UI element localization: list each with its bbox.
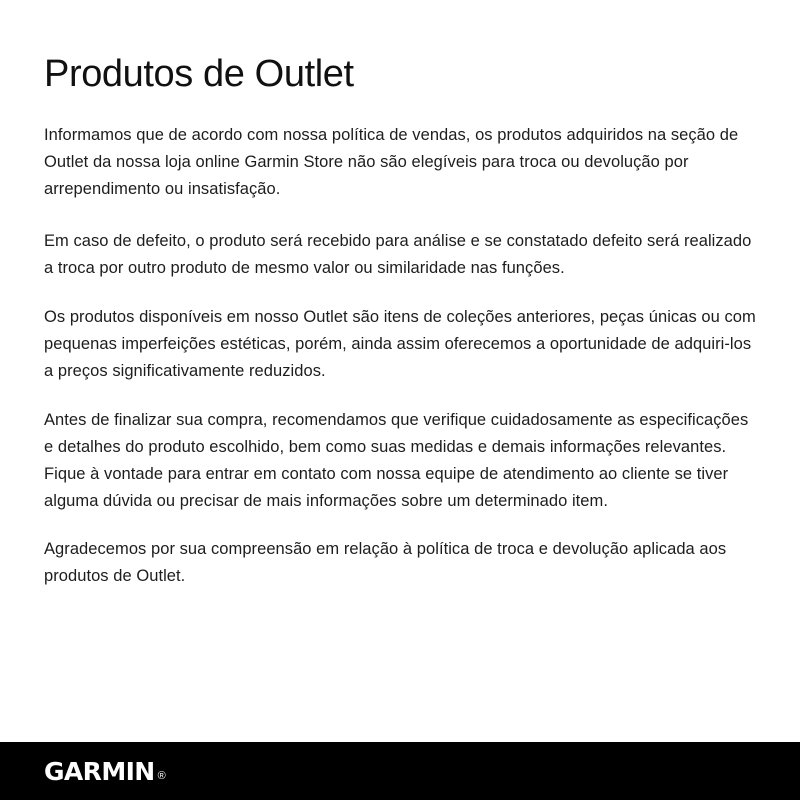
paragraph-defect-policy: Em caso de defeito, o produto será recebido para análise e se constatado defeito será realizado a troca por outro produto de mesmo valor ou similaridade nas funções.: [44, 232, 752, 278]
footer-bar: [0, 742, 800, 800]
paragraph-before-purchase: Antes de finalizar sua compra, recomendamos que verifique cuidadosamente as especificações e detalhes do produto escolhido, bem como suas medidas e demais informações relevantes. Fique à vontade para entrar em contato com nossa equipe de atendimento ao cliente se tiver alguma dúvida ou precisar de mais informações sobre um determinado item.: [44, 410, 749, 510]
paragraph-policy-intro: Informamos que de acordo com nossa política de vendas, os produtos adquiridos na seção de Outlet da nossa loja online Garmin Store não são elegíveis para troca ou devolução por arrependimento ou insatisfação.: [44, 125, 739, 198]
page-title: Produtos de Outlet: [44, 53, 354, 95]
garmin-logo: [44, 756, 166, 786]
paragraph-outlet-products: Os produtos disponíveis em nosso Outlet são itens de coleções anteriores, peças únicas ou com pequenas imperfeições estéticas, porém, ainda assim oferecemos a oportunidade de adquiri-los a preços significativamente reduzidos.: [44, 308, 756, 381]
registered-trademark-icon: ®: [157, 769, 166, 782]
paragraph-closing: Agradecemos por sua compreensão em relação à política de troca e devolução aplicada aos produtos de Outlet.: [44, 540, 727, 586]
brand-wordmark: GARMIN: [44, 756, 155, 786]
